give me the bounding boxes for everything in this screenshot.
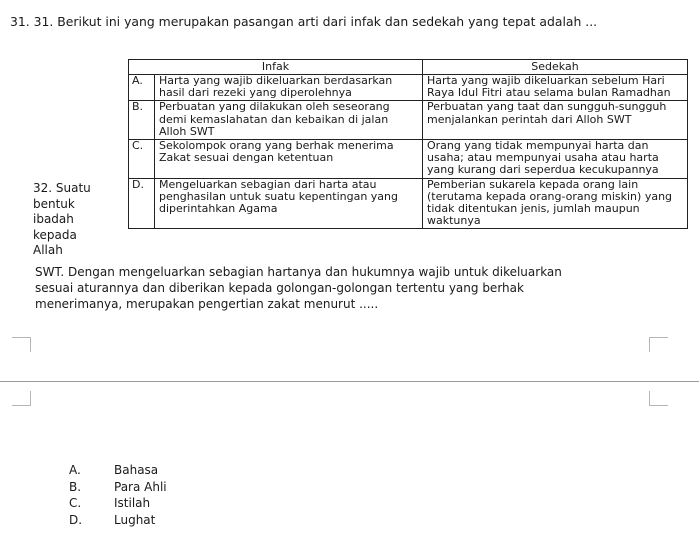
- row-letter: B.: [129, 101, 155, 140]
- row-sedekah: Harta yang wajib dikeluarkan sebelum Hari Raya Idul Fitri atau selama bulan Ramadhan: [423, 75, 688, 101]
- question-31-text: 31. 31. Berikut ini yang merupakan pasangan arti dari infak dan sedekah yang tepat adalah ...: [10, 14, 598, 29]
- question-32-line: bentuk: [33, 196, 75, 211]
- question-32-line: sesuai aturannya dan diberikan kepada golongan-golongan tertentu yang berhak: [35, 281, 524, 295]
- choice-text: Lughat: [114, 512, 156, 527]
- question-32-line: menerimanya, merupakan pengertian zakat menurut .....: [35, 297, 379, 311]
- row-infak: Perbuatan yang dilakukan oleh seseorang demi kemaslahatan dan kebaikan di jalan Alloh SWT: [155, 101, 423, 140]
- question-32-line: ibadah: [33, 212, 74, 227]
- table-header-row: [129, 60, 688, 75]
- row-sedekah: Pemberian sukarela kepada orang lain (terutama kepada orang-orang miskin) yang tidak ditentukan jenis, jumlah maupun waktunya: [423, 178, 688, 229]
- choice-text: Istilah: [114, 496, 151, 511]
- choice-text: Para Ahli: [114, 479, 167, 494]
- choice-text: Bahasa: [114, 463, 159, 477]
- table-row: [129, 75, 688, 101]
- choice-letter: B.: [69, 479, 82, 494]
- answer-choice-a[interactable]: [69, 462, 167, 479]
- answer-choice-d[interactable]: [69, 512, 167, 529]
- answer-choice-c[interactable]: [69, 495, 167, 512]
- crop-corner-top-right: [649, 337, 668, 352]
- header-infak: Infak: [129, 60, 423, 75]
- crop-corner-bottom-right: [649, 391, 668, 406]
- crop-corner-bottom-left: [12, 391, 31, 406]
- table-row: [129, 140, 688, 179]
- choice-letter: C.: [69, 496, 82, 511]
- row-infak: Mengeluarkan sebagian dari harta atau penghasilan untuk suatu kepentingan yang diperintahkan Agama: [155, 178, 423, 229]
- row-sedekah: Perbuatan yang taat dan sungguh-sungguh menjalankan perintah dari Alloh SWT: [423, 101, 688, 140]
- answer-choices: [69, 462, 167, 528]
- question-32-rest: [35, 264, 562, 312]
- question-32-line: Allah: [33, 243, 63, 258]
- header-sedekah: Sedekah: [423, 60, 688, 75]
- choice-letter: A.: [69, 463, 81, 477]
- question-32-line: kepada: [33, 227, 77, 242]
- answer-choice-b[interactable]: [69, 479, 167, 496]
- infak-sedekah-table: [128, 59, 688, 229]
- row-letter: D.: [129, 178, 155, 229]
- section-divider: [0, 381, 699, 382]
- crop-corner-top-left: [12, 337, 31, 352]
- choice-letter: D.: [69, 512, 83, 527]
- question-32-start: [33, 181, 91, 259]
- row-infak: Sekolompok orang yang berhak menerima Zakat sesuai dengan ketentuan: [155, 140, 423, 179]
- table-row: [129, 101, 688, 140]
- question-32-line: SWT. Dengan mengeluarkan sebagian hartanya dan hukumnya wajib untuk dikeluarkan: [35, 265, 562, 279]
- row-sedekah: Orang yang tidak mempunyai harta dan usaha; atau mempunyai usaha atau harta yang kurang dari seperdua kecukupannya: [423, 140, 688, 179]
- question-32-line: 32. Suatu: [33, 181, 91, 195]
- table-row: [129, 178, 688, 229]
- row-letter: A.: [129, 75, 155, 101]
- row-infak: Harta yang wajib dikeluarkan berdasarkan hasil dari rezeki yang diperolehnya: [155, 75, 423, 101]
- row-letter: C.: [129, 140, 155, 179]
